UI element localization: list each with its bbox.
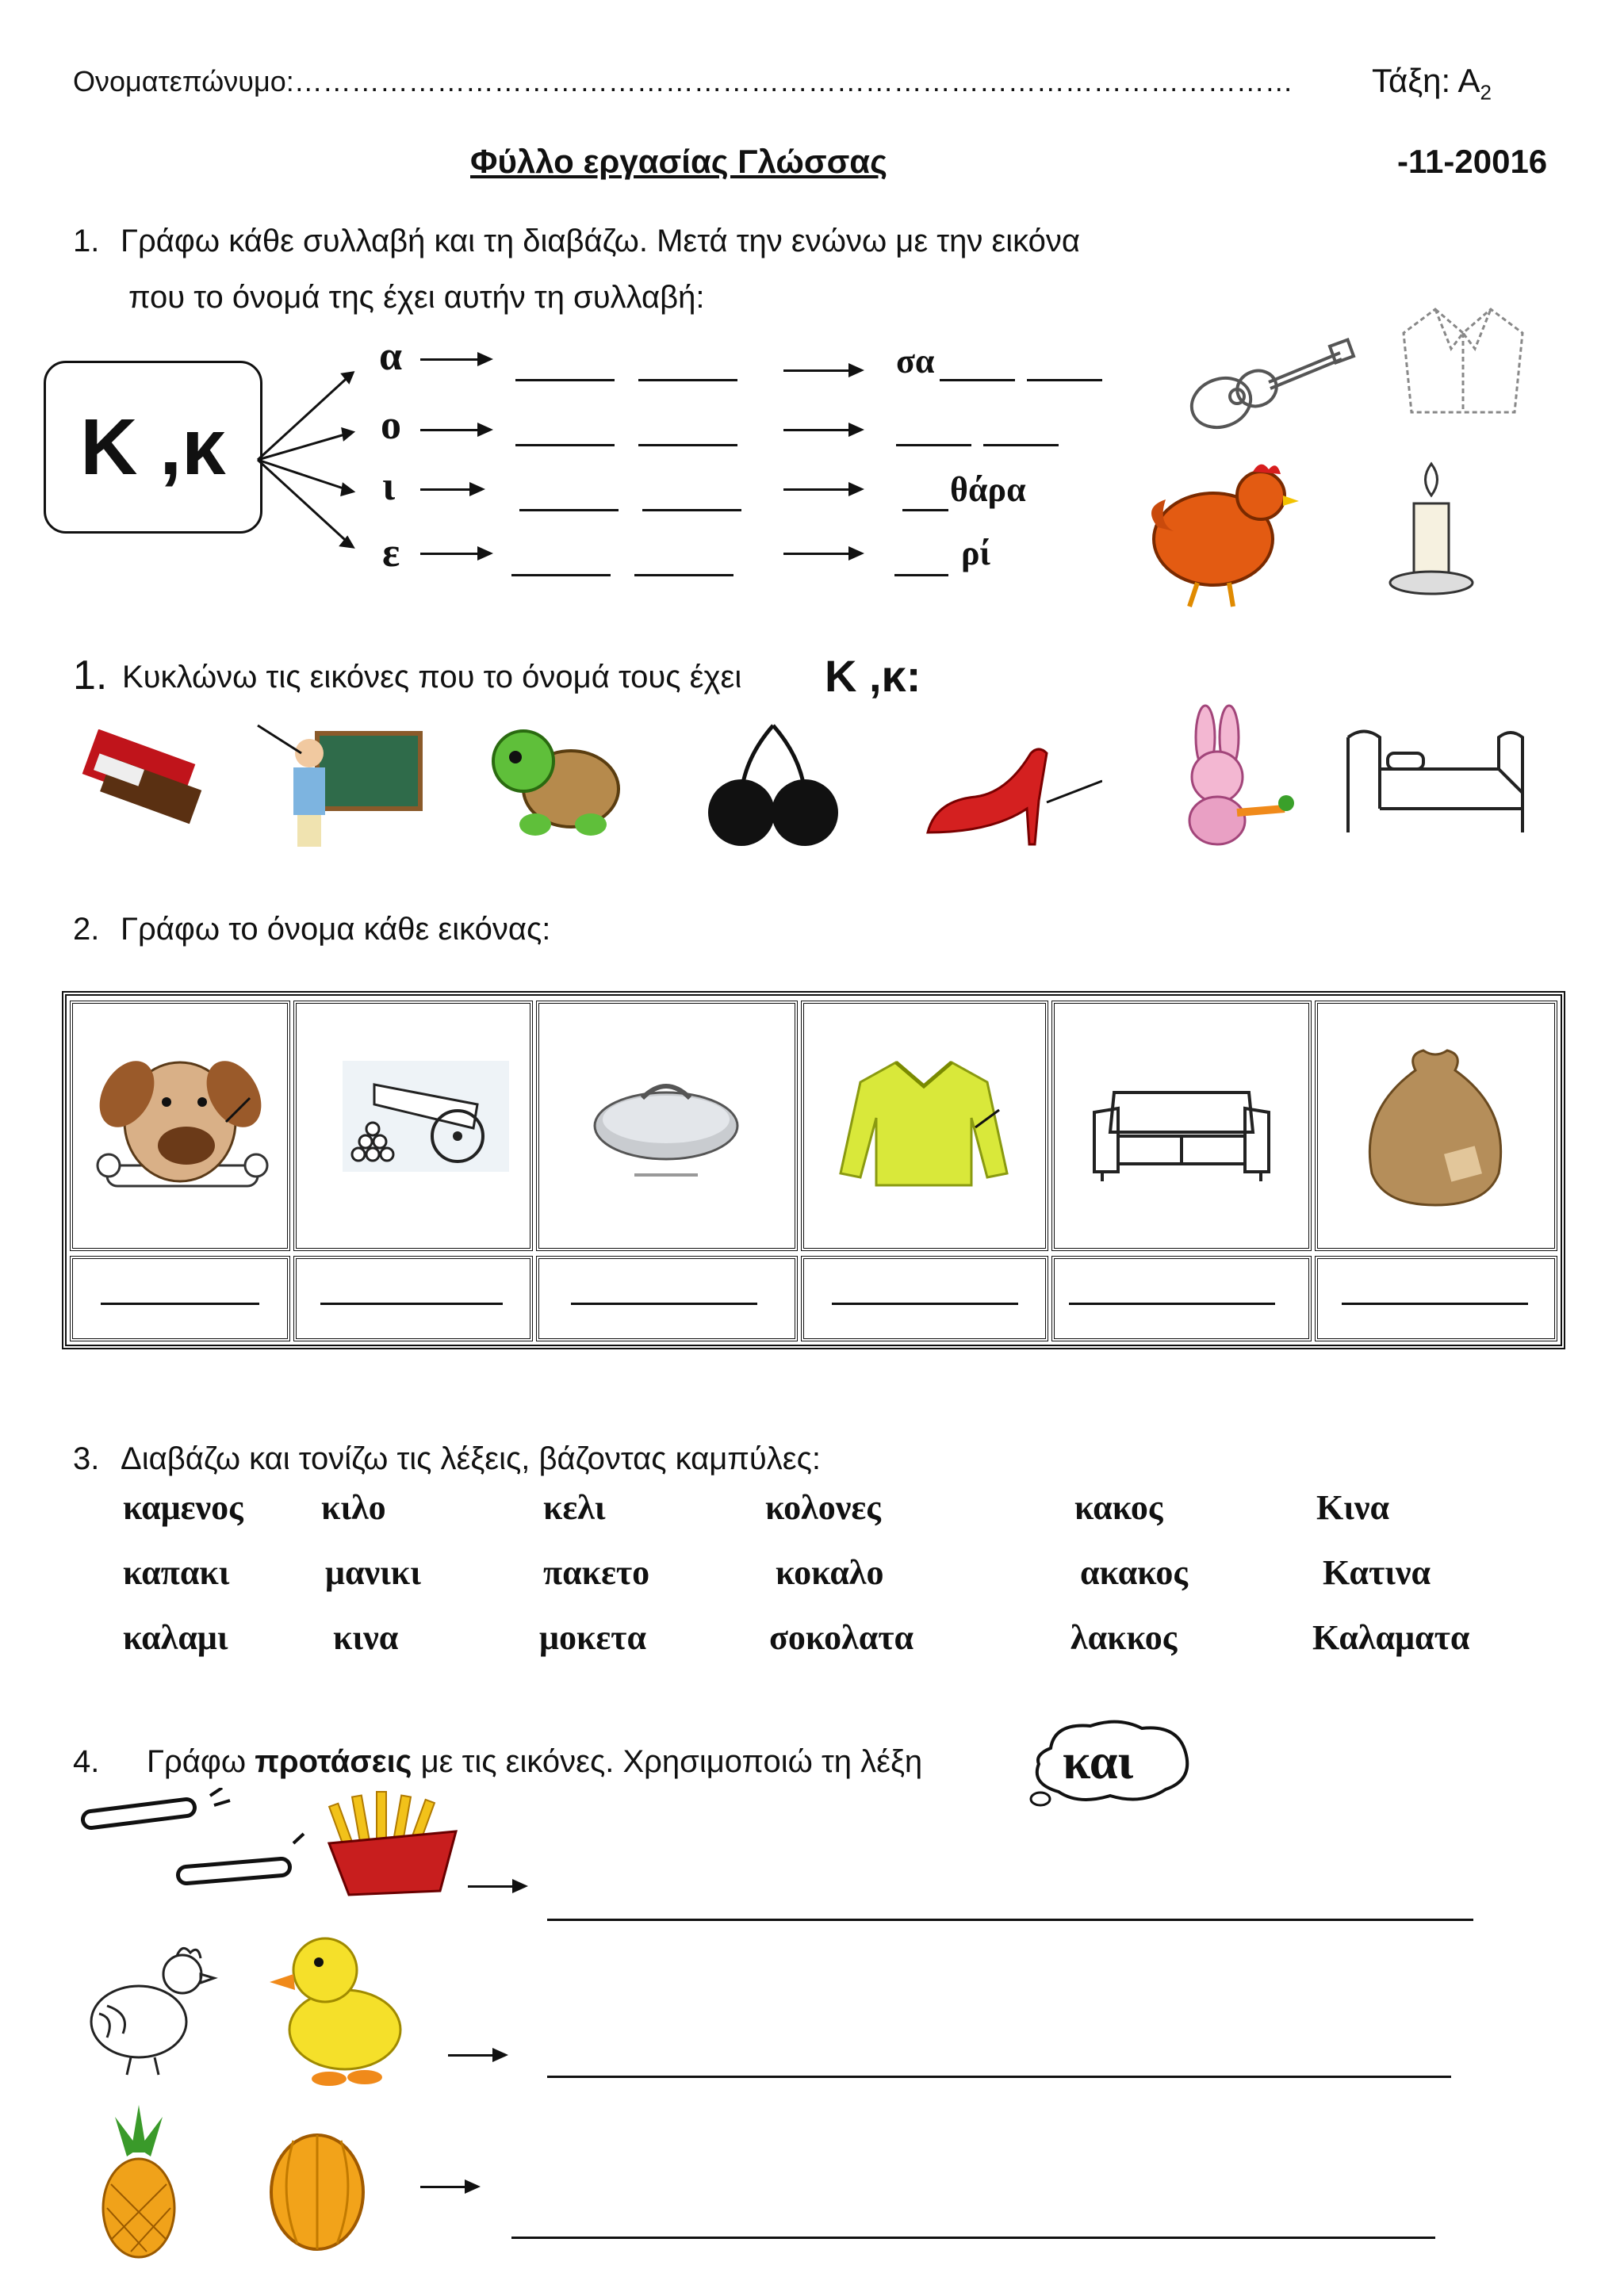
syllable-blank[interactable]	[638, 379, 737, 381]
arrow	[783, 488, 861, 491]
letter-box	[44, 361, 262, 534]
sentence-line[interactable]	[547, 1919, 1473, 1921]
lid-picture	[587, 1062, 745, 1181]
melon-picture	[262, 2125, 373, 2256]
arrow	[420, 553, 490, 555]
word: ακακος	[1080, 1553, 1188, 1592]
syllable-blank[interactable]	[642, 509, 741, 511]
word: Κινα	[1316, 1488, 1390, 1527]
answer-cell[interactable]	[70, 1256, 290, 1341]
arrow	[420, 358, 490, 361]
word: κολονες	[765, 1488, 881, 1527]
word: Κατινα	[1323, 1553, 1431, 1592]
word-blank[interactable]	[894, 574, 948, 576]
ex1-instruction-line1: Γράφω κάθε συλλαβή και τη διαβάζω. Μετά την ενώνω με την εικόνα	[121, 224, 1081, 258]
vowel-o: ο	[381, 403, 401, 448]
arrow	[420, 429, 490, 431]
rabbit-picture	[1158, 702, 1300, 852]
class-label-text: Τάξη: Α	[1372, 62, 1480, 99]
teacher-picture	[254, 718, 428, 864]
ex4-text-after: με τις εικόνες. Χρησιμοποιώ τη λέξη	[412, 1744, 923, 1779]
word: Καλαματα	[1312, 1618, 1470, 1657]
word: κιλο	[321, 1488, 386, 1527]
answer-line[interactable]	[571, 1303, 757, 1305]
ex4-number: 4.	[73, 1744, 100, 1779]
answer-cell[interactable]	[293, 1256, 533, 1341]
syllable-blank[interactable]	[515, 444, 615, 446]
word: κινα	[333, 1618, 399, 1657]
word-thara: θάρα	[950, 470, 1026, 509]
pineapple-picture	[91, 2105, 186, 2263]
arrow	[783, 429, 861, 431]
sofa-picture	[1090, 1077, 1273, 1188]
word-blank[interactable]	[896, 444, 971, 446]
arrow	[783, 553, 861, 555]
sack-picture	[1352, 1039, 1519, 1213]
bubble-word: και	[1063, 1733, 1134, 1789]
word: πακετο	[543, 1553, 650, 1592]
syllable-blank[interactable]	[519, 509, 619, 511]
chocolate-picture	[79, 729, 210, 825]
word: λακκος	[1071, 1618, 1178, 1657]
word-blank[interactable]	[902, 509, 948, 511]
word-blank[interactable]	[940, 379, 1015, 381]
arrow	[420, 2186, 477, 2188]
word: σοκολατα	[769, 1618, 914, 1657]
hen-outline-picture	[83, 1938, 218, 2077]
ex4-instruction	[147, 1744, 922, 1780]
class-label-sub: 2	[1480, 80, 1492, 105]
answer-cell[interactable]	[1315, 1256, 1557, 1341]
ex2-number: 2.	[73, 912, 100, 947]
answer-cell[interactable]	[1051, 1256, 1312, 1341]
ex1b-number: 1.	[73, 652, 108, 698]
duckling-picture	[270, 1927, 412, 2093]
word: μανικι	[325, 1553, 421, 1592]
candle-picture	[1384, 460, 1479, 599]
word-ri: ρί	[961, 534, 991, 572]
ex1b-instruction: Κυκλώνω τις εικόνες που το όνομά τους έχει	[122, 660, 742, 695]
syllable-blank[interactable]	[511, 574, 611, 576]
word: μοκετα	[539, 1618, 647, 1657]
syllable-blank[interactable]	[515, 379, 615, 381]
syllable-blank[interactable]	[634, 574, 733, 576]
word-blank[interactable]	[983, 444, 1059, 446]
shoe-picture	[920, 729, 1102, 848]
arrow	[468, 1885, 525, 1888]
answer-cell[interactable]	[536, 1256, 798, 1341]
syllable-blank[interactable]	[638, 444, 737, 446]
arrow	[783, 369, 861, 372]
ex1b-letters: Κ ,κ:	[825, 651, 921, 701]
fries-picture	[321, 1788, 464, 1899]
page-title: Φύλλο εργασίας Γλώσσας	[470, 143, 887, 180]
ex4-text-bold: προτάσεις	[255, 1744, 412, 1779]
ex1-instruction-line2: που το όνομά της έχει αυτήν τη συλλαβή:	[128, 280, 705, 315]
arrow	[420, 488, 482, 491]
word: καλαμι	[123, 1618, 228, 1657]
word-blank[interactable]	[1027, 379, 1102, 381]
guitar-picture	[1182, 333, 1356, 436]
cherries-picture	[698, 718, 848, 852]
cannon-picture	[343, 1061, 509, 1172]
ex1-number: 1.	[73, 224, 100, 258]
branch-lines	[254, 349, 365, 555]
answer-cell[interactable]	[801, 1256, 1048, 1341]
word: κακος	[1074, 1488, 1163, 1527]
letter-box-text: Κ ,κ	[80, 402, 226, 492]
word-sa	[896, 341, 935, 381]
word: καπακι	[123, 1553, 230, 1592]
answer-line[interactable]	[1342, 1303, 1528, 1305]
vowel-i: ι	[382, 464, 396, 509]
class-label	[1372, 62, 1492, 105]
ex3-instruction: Διαβάζω και τονίζω τις λέξεις, βάζοντας καμπύλες:	[121, 1441, 821, 1476]
arrow	[448, 2054, 505, 2057]
ex4-text-before: Γράφω	[147, 1744, 255, 1779]
answer-line[interactable]	[1069, 1303, 1275, 1305]
vowel-a: α	[379, 334, 403, 379]
bed-picture	[1340, 721, 1530, 840]
answer-line[interactable]	[832, 1303, 1018, 1305]
name-field-label: Ονοματεπώνυμο:……………………………………………………………………………………………	[73, 65, 1293, 98]
word-sa-prefix: σα	[896, 342, 935, 381]
answer-line[interactable]	[101, 1303, 259, 1305]
dog-picture	[91, 1047, 274, 1205]
turtle-picture	[480, 714, 626, 848]
date-label: -11-20016	[1397, 143, 1548, 180]
word: καμενος	[123, 1488, 243, 1527]
hen-picture	[1142, 452, 1300, 610]
sweater-picture	[837, 1054, 1011, 1189]
bones-picture	[67, 1788, 305, 1915]
vowel-e: ε	[382, 530, 400, 576]
ex3-number: 3.	[73, 1441, 100, 1476]
jacket-picture	[1396, 301, 1530, 420]
word: κοκαλο	[776, 1553, 884, 1592]
sentence-line[interactable]	[511, 2237, 1435, 2239]
sentence-line[interactable]	[547, 2076, 1451, 2078]
answer-line[interactable]	[320, 1303, 503, 1305]
word: κελι	[543, 1488, 606, 1527]
ex2-instruction: Γράφω το όνομα κάθε εικόνας:	[121, 912, 551, 947]
